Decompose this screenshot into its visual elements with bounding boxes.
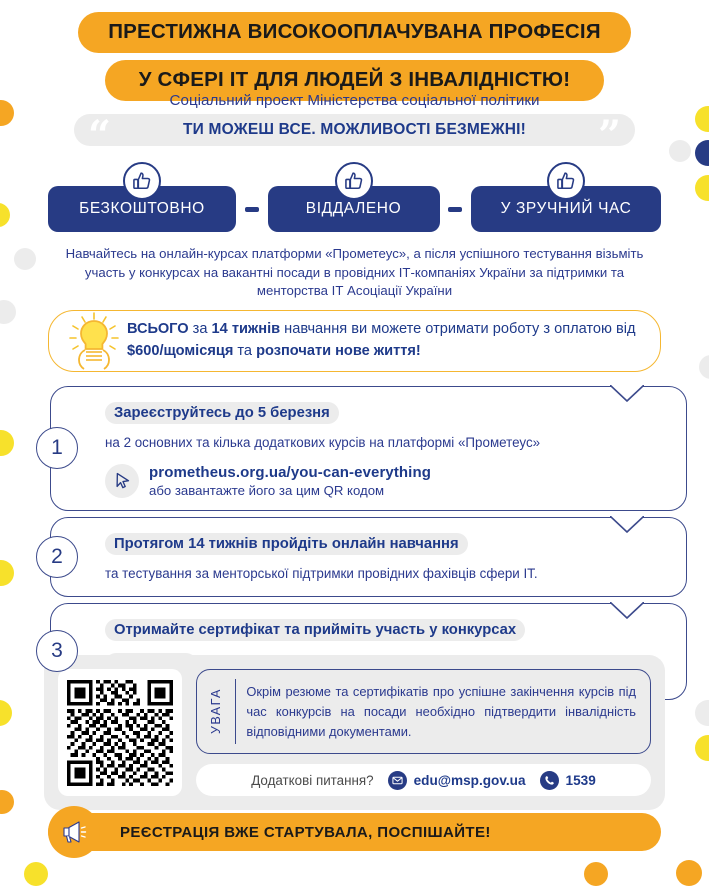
step-1-bubble	[50, 386, 687, 511]
step-1-subtext: на 2 основних та кілька додаткових курсів на платформі «Прометеус»	[105, 435, 541, 451]
feature-label: У ЗРУЧНИЙ ЧАС	[500, 200, 632, 217]
bottom-right-column	[196, 669, 651, 796]
decor-dot	[584, 862, 608, 886]
step-1	[22, 386, 687, 511]
attention-divider	[235, 679, 236, 744]
feature-remote[interactable]	[268, 186, 440, 232]
cursor-pointer-icon	[105, 464, 139, 498]
decor-dot	[0, 700, 12, 726]
step-3-number: 3	[36, 630, 78, 672]
bubble-notch	[610, 602, 644, 620]
lightbulb-idea-icon	[63, 310, 125, 372]
cta-banner[interactable]	[48, 813, 661, 851]
attention-text: Окрім резюме та сертифікатів про успішне закінчення курсів під час конкурсів на посади необхідно підтвердити інвалідність відповідними документами.	[246, 683, 636, 739]
thumbs-up-icon	[335, 162, 373, 200]
step-1-heading: Зареєструйтесь до 5 березня	[105, 402, 339, 424]
feature-connector	[448, 207, 462, 212]
decor-dot	[0, 430, 14, 456]
feature-convenient-time[interactable]	[471, 186, 661, 232]
decor-dot	[695, 175, 709, 201]
decor-dot	[0, 790, 14, 814]
step-1-link-row[interactable]	[105, 464, 668, 498]
salary-highlight-banner	[48, 310, 661, 372]
page-subtitle: Соціальний проект Міністерства соціальної політики	[169, 92, 540, 109]
step-3-heading-line1: Отримайте сертифікат та прийміть участь у конкурсах	[105, 619, 525, 641]
envelope-icon	[388, 771, 407, 790]
feature-label: ВІДДАЛЕНО	[305, 200, 402, 217]
decor-dot	[695, 735, 709, 761]
phone-icon	[540, 771, 559, 790]
step-1-link-subtext: або завантажте його за цим QR кодом	[149, 482, 385, 498]
step-1-number: 1	[36, 427, 78, 469]
phone-value[interactable]: 1539	[565, 772, 596, 788]
decor-dot	[24, 862, 48, 886]
contact-bar	[196, 764, 651, 796]
step-2-bubble	[50, 517, 687, 597]
step-2	[22, 517, 687, 597]
quote-close-icon: ”	[597, 112, 621, 159]
cta-text: РЕЄСТРАЦІЯ ВЖЕ СТАРТУВАЛА, ПОСПІШАЙТЕ!	[120, 823, 491, 841]
decor-dot	[669, 140, 691, 162]
decor-dot	[676, 860, 702, 886]
attention-label: УВАГА	[209, 688, 223, 735]
bubble-notch	[610, 385, 644, 403]
thumbs-up-icon	[123, 162, 161, 200]
email-contact[interactable]	[388, 771, 526, 790]
quote-open-icon: “	[88, 112, 112, 159]
qr-code-icon[interactable]	[58, 669, 182, 796]
header-titles	[0, 12, 709, 101]
contact-question: Додаткові питання?	[251, 772, 374, 788]
page-title-line1: ПРЕСТИЖНА ВИСОКООПЛАЧУВАНА ПРОФЕСІЯ	[78, 12, 631, 53]
decor-dot	[0, 560, 14, 586]
feature-label: БЕЗКОШТОВНО	[79, 200, 205, 217]
registration-link[interactable]: prometheus.org.ua/you-can-everything	[149, 463, 431, 481]
step-2-heading: Протягом 14 тижнів пройдіть онлайн навчання	[105, 533, 468, 555]
thumbs-up-icon	[547, 162, 585, 200]
decor-dot	[695, 700, 709, 726]
quote-banner	[74, 112, 635, 159]
decor-dot	[14, 248, 36, 270]
page-title-line2: У СФЕРІ ІТ ДЛЯ ЛЮДЕЙ З ІНВАЛІДНІСТЮ!	[105, 60, 605, 101]
step-2-subtext: та тестування за менторської підтримки провідних фахівців сфери ІТ.	[105, 565, 538, 581]
quote-text: ТИ МОЖЕШ ВСЕ. МОЖЛИВОСТІ БЕЗМЕЖНІ!	[182, 121, 527, 138]
feature-list	[48, 186, 661, 232]
highlight-text: ВСЬОГО за 14 тижнів навчання ви можете отримати роботу з оплатою від $600/щомісяця та розпочати нове життя!	[127, 321, 636, 359]
decor-dot	[695, 140, 709, 166]
decor-dot	[695, 106, 709, 132]
program-description: Навчайтесь на онлайн-курсах платформи «Прометеус», а після успішного тестування візьміть участь у конкурсах на вакантні посади в провідних ІТ-компаніях України за підтримки та менторства ІТ Асоціації України	[65, 246, 644, 299]
megaphone-icon	[48, 806, 100, 858]
phone-contact[interactable]	[540, 771, 596, 790]
feature-free[interactable]	[48, 186, 236, 232]
bottom-info-card	[44, 655, 665, 810]
step-1-link-block[interactable]	[149, 464, 431, 498]
bubble-notch	[610, 516, 644, 534]
decor-dot	[0, 203, 10, 227]
attention-box	[196, 669, 651, 754]
decor-dot	[0, 300, 16, 324]
feature-connector	[245, 207, 259, 212]
decor-dot	[699, 355, 709, 379]
step-2-number: 2	[36, 536, 78, 578]
email-value[interactable]: edu@msp.gov.ua	[413, 772, 526, 788]
